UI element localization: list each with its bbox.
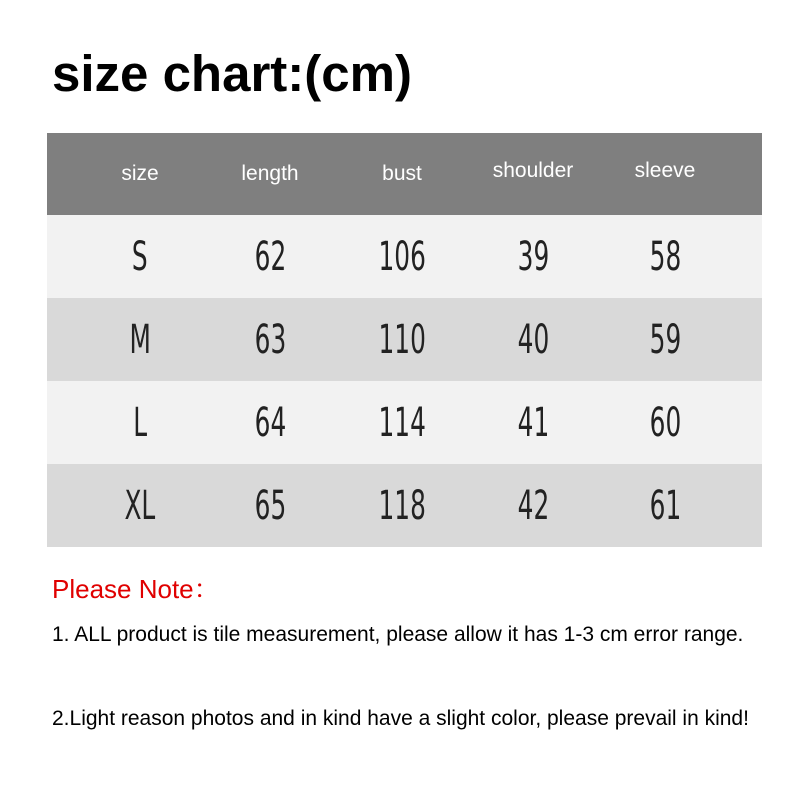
table-row [47, 381, 762, 464]
cell-length: 62 [254, 233, 286, 280]
cell-shoulder: 41 [517, 399, 549, 446]
table-header [47, 133, 762, 215]
size-table [47, 133, 762, 547]
cell-bust: 106 [378, 233, 426, 280]
cell-sleeve: 59 [649, 316, 681, 363]
cell-size: XL [124, 482, 156, 529]
cell-length: 64 [254, 399, 286, 446]
cell-length: 65 [254, 482, 286, 529]
cell-bust: 118 [378, 482, 426, 529]
cell-size: M [129, 316, 151, 363]
table-row [47, 464, 762, 547]
page-title: size chart:(cm) [52, 45, 412, 102]
cell-sleeve: 60 [649, 399, 681, 446]
cell-sleeve: 58 [649, 233, 681, 280]
header-bust: bust [382, 162, 422, 185]
cell-shoulder: 40 [517, 316, 549, 363]
cell-shoulder: 39 [517, 233, 549, 280]
cell-shoulder: 42 [517, 482, 549, 529]
cell-size: L [133, 399, 147, 446]
cell-bust: 110 [378, 316, 426, 363]
cell-length: 63 [254, 316, 286, 363]
note-title: Please Note： [52, 574, 220, 604]
header-size: size [121, 162, 159, 185]
header-sleeve: sleeve [634, 159, 696, 182]
header-length: length [241, 162, 299, 185]
cell-size: S [132, 233, 148, 280]
header-shoulder: shoulder [492, 159, 574, 182]
note-line-1: 1. ALL product is tile measurement, please allow it has 1-3 cm error range. [52, 623, 744, 646]
table-row [47, 215, 762, 298]
cell-bust: 114 [378, 399, 426, 446]
note-line-2: 2.Light reason photos and in kind have a slight color, please prevail in kind! [52, 707, 749, 730]
table-row [47, 298, 762, 381]
cell-sleeve: 61 [649, 482, 681, 529]
